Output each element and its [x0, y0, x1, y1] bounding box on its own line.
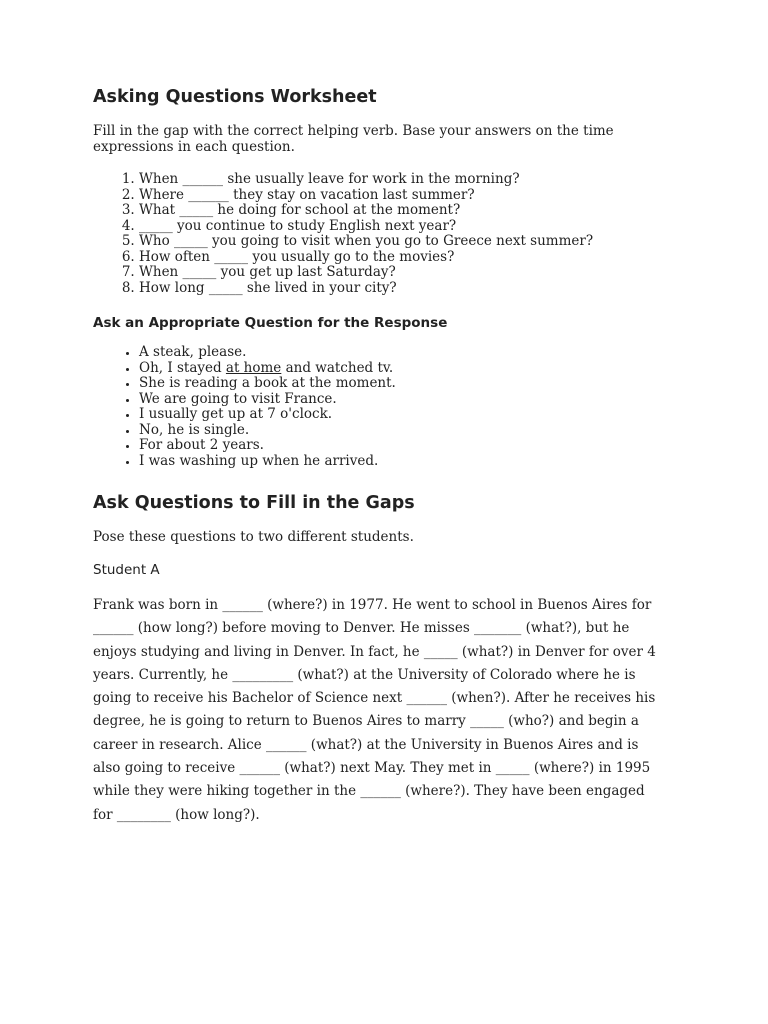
section-heading-responses: Ask an Appropriate Question for the Response	[93, 315, 448, 331]
worksheet-page	[93, 84, 668, 827]
response-item	[139, 407, 668, 423]
response-text: No, he is single.	[139, 421, 250, 438]
response-item	[139, 438, 668, 454]
pose-instructions: Pose these questions to two different students.	[93, 529, 414, 545]
response-text: I was washing up when he arrived.	[139, 452, 379, 469]
question-item: 2. Where ______ they stay on vacation last summer?	[139, 188, 668, 204]
response-item	[139, 345, 668, 361]
response-text: We are going to visit France.	[139, 390, 337, 407]
responses-list	[93, 345, 668, 469]
response-text: She is reading a book at the moment.	[139, 375, 396, 391]
section-heading-gaps: Ask Questions to Fill in the Gaps	[93, 493, 415, 513]
response-text-part: and watched tv.	[281, 359, 394, 376]
response-item	[139, 392, 668, 408]
question-item: 7. When _____ you get up last Saturday?	[139, 265, 668, 281]
question-item: 8. How long _____ she lived in your city?	[139, 281, 668, 297]
question-item: 6. How often _____ you usually go to the movies?	[139, 250, 668, 266]
response-item	[139, 376, 668, 392]
response-item	[139, 423, 668, 439]
response-text: A steak, please.	[139, 344, 247, 360]
question-item: 3. What _____ he doing for school at the moment?	[139, 203, 668, 219]
page-title: Asking Questions Worksheet	[93, 87, 377, 107]
question-item: 5. Who _____ you going to visit when you go to Greece next summer?	[139, 234, 668, 250]
response-text: I usually get up at 7 o'clock.	[139, 406, 333, 422]
response-item	[139, 454, 668, 470]
response-text-part: Oh, I stayed	[139, 359, 226, 376]
student-label: Student A	[93, 562, 160, 578]
response-text: For about 2 years.	[139, 437, 264, 453]
underlined-phrase: at home	[225, 359, 282, 376]
response-item	[139, 361, 668, 377]
questions-list	[93, 172, 668, 296]
story-paragraph: Frank was born in ______ (where?) in 1977. He went to school in Buenos Aires for ______ (how long?) before moving to Denver. He misses _______ (what?), but he enjoys studying and living in Denver. In fact, he _____ (what?) in Denver for over 4 years. Currently, he _________ (what?) at the University of Colorado where he is going to receive his Bachelor of Science next ______ (when?). After he receives his degree, he is going to return to Buenos Aires to marry _____ (who?) and begin a career in research. Alice ______ (what?) at the University in Buenos Aires and is also going to receive ______ (what?) next May. They met in _____ (where?) in 1995 while they were hiking together in the ______ (where?). They have been engaged for ________ (how long?).	[93, 597, 656, 823]
question-item: 1. When ______ she usually leave for work in the morning?	[139, 172, 668, 188]
intro-text: Fill in the gap with the correct helping verb. Base your answers on the time expressions in each question.	[93, 123, 614, 155]
question-item: 4. _____ you continue to study English next year?	[139, 219, 668, 235]
